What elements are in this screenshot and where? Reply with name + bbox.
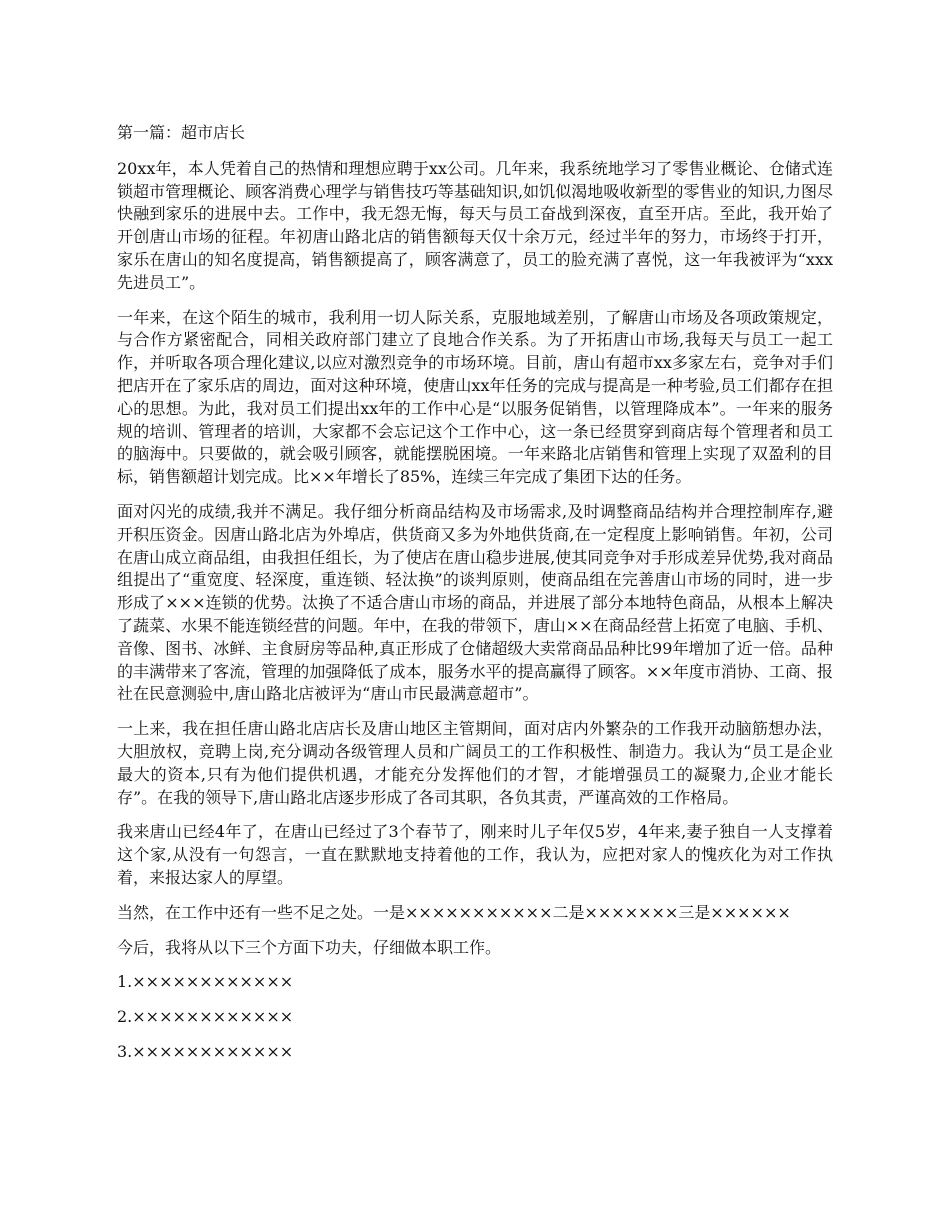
paragraph-1: 20xx年，本人凭着自己的热情和理想应聘于xx公司。几年来，我系统地学习了零售业概论、仓储式连锁超市管理概论、顾客消费心理学与销售技巧等基础知识,如饥似渴地吸收新型的零售业的知识,力图尽快融到家乐的进展中去。工作中，我无怨无悔，每天与员工奋战到深夜，直至开店。至此，我开始了开创唐山市场的征程。年初唐山路北店的销售额每天仅十余万元，经过半年的努力，市场终于打开，家乐在唐山的知名度提高，销售额提高了，顾客满意了，员工的脸充满了喜悦，这一年我被评为“xxx先进员工”。 (117, 158, 833, 292)
paragraph-7: 今后，我将从以下三个方面下功夫，仔细做本职工作。 (117, 937, 502, 957)
paragraph-5: 我来唐山已经4年了，在唐山已经过了3个春节了，刚来时儿子年仅5岁，4年来,妻子独自一人支撑着这个家,从没有一句怨言，一直在默默地支持着他的工作，我认为，应把对家人的愧疚化为对工作执着，来报达家人的厚望。 (117, 822, 833, 887)
paragraph-3: 面对闪光的成绩,我并不满足。我仔细分析商品结构及市场需求,及时调整商品结构并合理控制库存,避开积压资金。因唐山路北店为外埠店，供货商又多为外地供货商,在一定程度上影响销售。年初，公司在唐山成立商品组，由我担任组长，为了使店在唐山稳步进展,使其同竞争对手形成差异优势,我对商品组提出了“重宽度、轻深度，重连锁、轻汰换”的谈判原则，使商品组在完善唐山市场的同时，进一步形成了×××连锁的优势。汰换了不适合唐山市场的商品，并进展了部分本地特色商品，从根本上解决了蔬菜、水果不能连锁经营的问题。年中，在我的带领下，唐山××在商品经营上拓宽了电脑、手机、音像、图书、冰鲜、主食厨房等品种,真正形成了仓储超级大卖常商品品种比99年增加了近一倍。品种的丰满带来了客流，管理的加强降低了成本，服务水平的提高赢得了顾客。××年度市消协、工商、报社在民意测验中,唐山路北店被评为“唐山市民最满意超市”。 (117, 501, 833, 704)
list-item-2: 2.×××××××××××× (117, 1007, 294, 1027)
list-item-1: 1.×××××××××××× (117, 972, 294, 992)
paragraph-6: 当然，在工作中还有一些不足之处。一是×××××××××××二是×××××××三是×××××× (117, 902, 791, 922)
document-title: 第一篇：超市店长 (117, 123, 246, 142)
list-item-3: 3.×××××××××××× (117, 1041, 294, 1061)
paragraph-2: 一年来，在这个陌生的城市，我利用一切人际关系，克服地域差别，了解唐山市场及各项政策规定，与合作方紧密配合，同相关政府部门建立了良地合作关系。为了开拓唐山市场,我每天与员工一起工作，并听取各项合理化建议,以应对激烈竞争的市场环境。目前，唐山有超市xx多家左右，竞争对手们把店开在了家乐店的周边，面对这种环境，使唐山xx年任务的完成与提高是一种考验,员工们都存在担心的思想。为此，我对员工们提出xx年的工作中心是“以服务促销售，以管理降成本”。一年来的服务规的培训、管理者的培训，大家都不会忘记这个工作中心，这一条已经贯穿到商店每个管理者和员工的脑海中。只要做的，就会吸引顾客，就能摆脱困境。一年来路北店销售和管理上实现了双盈利的目标，销售额超计划完成。比××年增长了85%，连续三年完成了集团下达的任务。 (117, 307, 833, 487)
document-body (117, 122, 833, 1076)
paragraph-4: 一上来，我在担任唐山路北店店长及唐山地区主管期间，面对店内外繁杂的工作我开动脑筋想办法，大胆放权，竞聘上岗,充分调动各级管理人员和广阔员工的工作积极性、制造力。我认为“员工是企业最大的资本,只有为他们提供机遇，才能充分发挥他们的才智，才能增强员工的凝聚力,企业才能长存”。在我的领导下,唐山路北店逐步形成了各司其职，各负其责，严谨高效的工作格局。 (117, 719, 833, 807)
